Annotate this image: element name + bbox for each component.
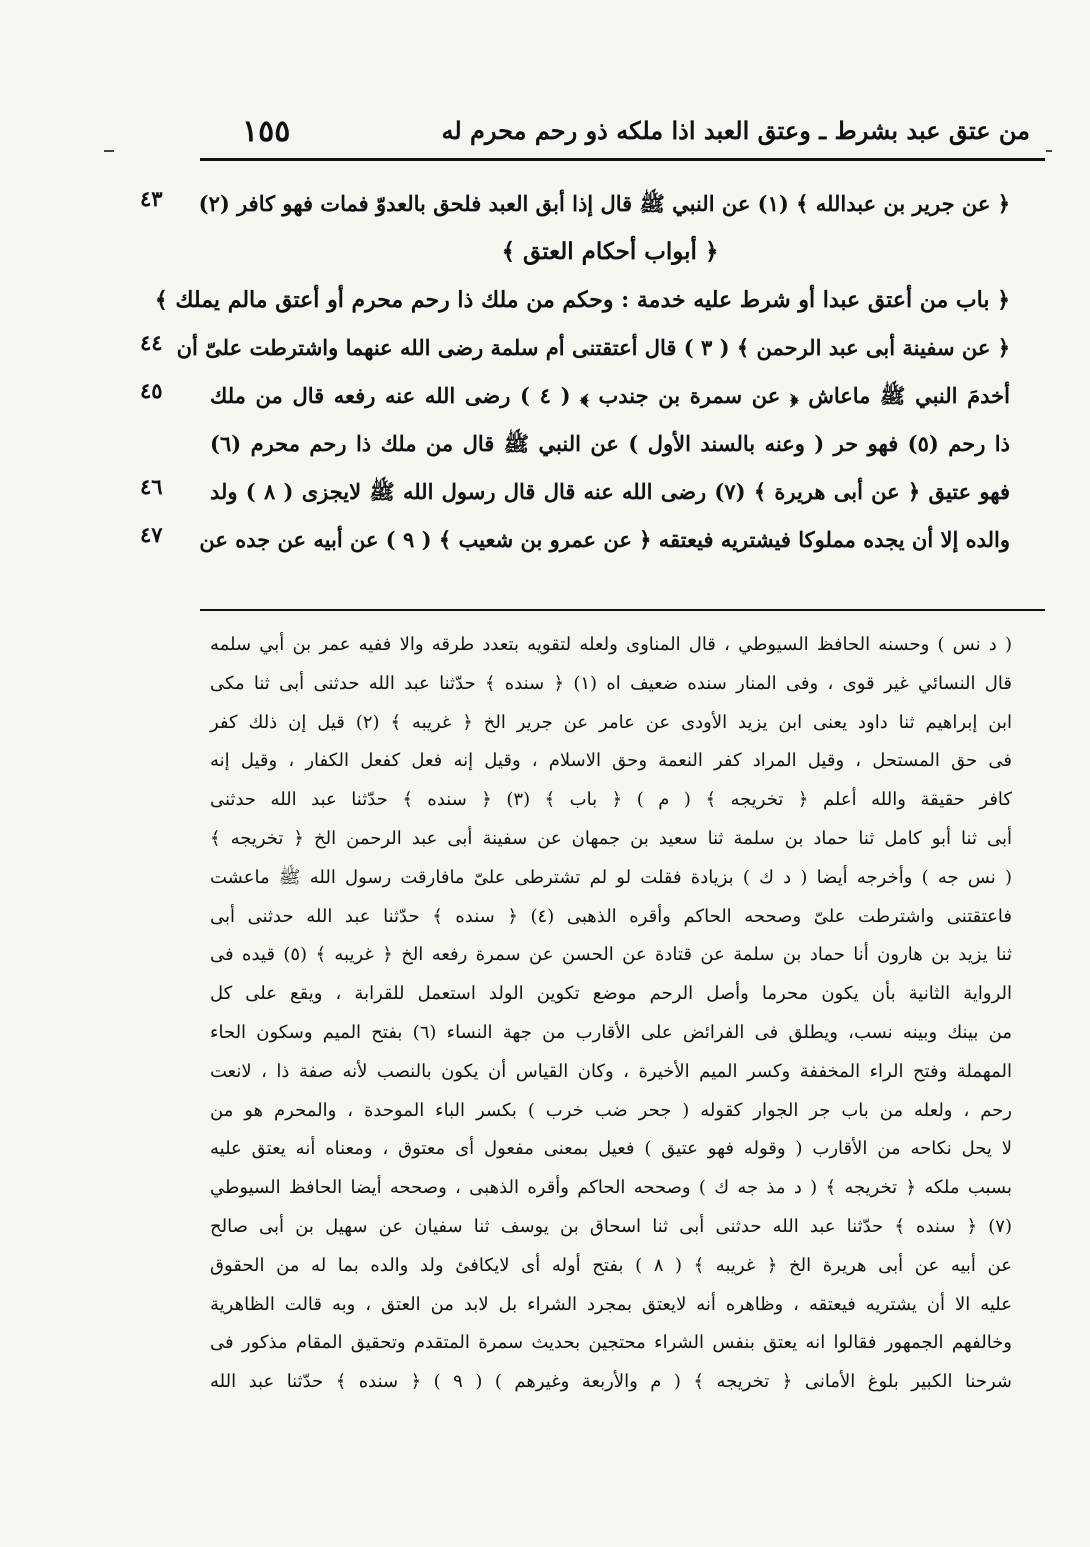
footnote-line: وخالفهم الجمهور فقالوا انه يعتق بنفس الشراء محتجين بحديث سمرة المتقدم وتحقيق المقام مذكور فى xyxy=(210,1332,1012,1354)
running-title: من عتق عبد بشرط ـ وعتق العبد اذا ملكه ذو رحم محرم له xyxy=(441,116,1030,145)
main-line: ﴿ عن جرير بن عبدالله ﴾ (١) عن النبي ﷺ قال إذا أبق العبد فلحق بالعدوّ فمات فهو كافر (٢) xyxy=(198,191,1010,216)
footnote-line: ( نس جه ) وأخرجه أيضا ( د ك ) بزيادة فقلت لو لم تشترطى علىّ مافارقت رسول الله ﷺ ماعشت xyxy=(210,866,1012,888)
hadith-number: ٤٣ xyxy=(140,186,163,211)
footnote-line: رحم ، ولعله من باب جر الجوار كقوله ( جحر ضب خرب ) بكسر الباء الموحدة ، والمحرم هو من xyxy=(210,1099,1012,1121)
page-number: ١٥٥ xyxy=(242,114,291,149)
footnote-line: قال النسائي غير قوى ، وفى المنار سنده ضعيف اه (١) ﴿ سنده ﴾ حدّثنا عبد الله حدثنى أبى ثنا مكى xyxy=(210,672,1012,694)
main-line: ذا رحم (٥) فهو حر ( وعنه بالسند الأول ) عن النبي ﷺ قال من ملك ذا رحم محرم (٦) xyxy=(210,431,1010,456)
footnote-line: عليه الا أن يشتريه فيعتقه ، وظاهره أنه لايعتق بمجرد الشراء بل لابد من العتق ، وبه قالت الظاهرية xyxy=(210,1293,1012,1315)
scan-mark xyxy=(104,150,114,152)
main-line: فهو عتيق ﴿ عن أبى هريرة ﴾ (٧) رضى الله عنه قال قال رسول الله ﷺ لايجزى ( ٨ ) ولد xyxy=(210,479,1010,504)
footnote-line: أبى ثنا أبو كامل ثنا حماد بن سلمة ثنا سعيد بن جمهان عن سفينة أبى عبد الرحمن الخ ﴿ تخريجه ﴾ xyxy=(210,827,1012,849)
footnote-line: المهملة وفتح الراء المخففة وكسر الميم الأخيرة ، وكان القياس أن يكون بالنصب لأنه صفة ذا ، لانعت xyxy=(210,1060,1012,1082)
footnote-line: فاعتقتنى واشترطت علىّ وصححه الحاكم وأقره الذهبى (٤) ﴿ سنده ﴾ حدّثنا عبد الله حدثنى أبى xyxy=(210,905,1012,927)
footnote-rule xyxy=(200,609,1045,611)
footnote-line: شرحنا الكبير بلوغ الأمانى ﴿ تخريجه ﴾ ( م والأربعة وغيرهم ) ( ٩ ) ﴿ سنده ﴾ حدّثنا عبد الله xyxy=(210,1371,1013,1393)
footnote-line: الرواية الثانية بأن يكون محرما وأصل الرحم موضع تكوين الولد استعمل للقرابة ، ويقع على كل xyxy=(210,983,1012,1005)
hadith-number: ٤٦ xyxy=(140,474,163,499)
hadith-number: ٤٥ xyxy=(140,378,163,403)
hadith-number: ٤٤ xyxy=(140,330,163,355)
scan-mark xyxy=(1046,150,1052,152)
footnote-line: ثنا يزيد بن هارون أنا حماد بن سلمة عن قتادة عن الحسن عن سمرة رفعه الخ ﴿ غريبه ﴾ (٥) قيده فى xyxy=(210,944,1012,966)
footnote-line: (٧) ﴿ سنده ﴾ حدّثنا عبد الله حدثنى أبى ثنا اسحاق بن يوسف ثنا سفيان عن سهيل بن أبى صالح xyxy=(210,1215,1012,1237)
footnote-line: بسبب ملكه ﴿ تخريجه ﴾ ( د مذ جه ك ) وصححه الحاكم وأقره الذهبى ، وصححه أيضا الحافظ السيوطي xyxy=(210,1177,1012,1199)
main-line: ﴿ عن سفينة أبى عبد الرحمن ﴾ ( ٣ ) قال أعتقتنى أم سلمة رضى الله عنهما واشترطت علىّ أن xyxy=(176,335,1010,360)
footnotes xyxy=(210,626,1012,1402)
footnote-line: ( د نس ) وحسنه الحافظ السيوطي ، قال المناوى ولعله لتقويه بتعدد طرقه والا ففيه عمر بن أبي سلمه xyxy=(210,634,1012,655)
main-text xyxy=(154,180,1010,564)
footnote-line: ابن إبراهيم ثنا داود يعنى ابن يزيد الأودى عن عامر عن جرير الخ ﴿ غريبه ﴾ (٢) قيل إن ذلك كفر xyxy=(210,711,1012,733)
footnote-line: عن أبيه عن أبى هريرة الخ ﴿ غريبه ﴾ ( ٨ ) بفتح أوله أى لايكافئ ولد والده بما له من الحقوق xyxy=(210,1254,1012,1276)
page-header xyxy=(200,108,1040,148)
main-line: والده إلا أن يجده مملوكا فيشتريه فيعتقه ﴿ عن عمرو بن شعيب ﴾ ( ٩ ) عن أبيه عن جده عن xyxy=(199,527,1010,552)
main-line: أخدمَ النبي ﷺ ماعاش ﴿ عن سمرة بن جندب ﴾ ( ٤ ) رضى الله عنه رفعه قال من ملك xyxy=(210,383,1010,408)
footnote-line: كافر حقيقة والله أعلم ﴿ تخريجه ﴾ ( م ) ﴿ باب ﴾ (٣) ﴿ سنده ﴾ حدّثنا عبد الله حدثنى xyxy=(210,789,1012,811)
header-rule xyxy=(200,158,1045,161)
footnote-line: فى حق المستحل ، وقيل المراد كفر النعمة وحق الاسلام ، وقيل إنه فعل كفعل الكفار ، وقيل إنه xyxy=(210,750,1012,772)
hadith-number: ٤٧ xyxy=(140,522,163,547)
footnote-line: لا يحل نكاحه من الأقارب ( وقوله فهو عتيق ) فعيل بمعنى مفعول أى معتوق ، ومعناه أنه يعتق عليه xyxy=(210,1138,1012,1160)
main-line: ﴿ باب من أعتق عبدا أو شرط عليه خدمة : وحكم من ملك ذا رحم محرم أو أعتق مالم يملك ﴾ xyxy=(154,287,1010,313)
footnote-line: من بينك وبينه نسب، ويطلق فى الفرائض على الأقارب من جهة النساء (٦) بفتح الميم وسكون الحاء xyxy=(210,1021,1012,1043)
main-line: ﴿ أبواب أحكام العتق ﴾ xyxy=(501,238,719,265)
